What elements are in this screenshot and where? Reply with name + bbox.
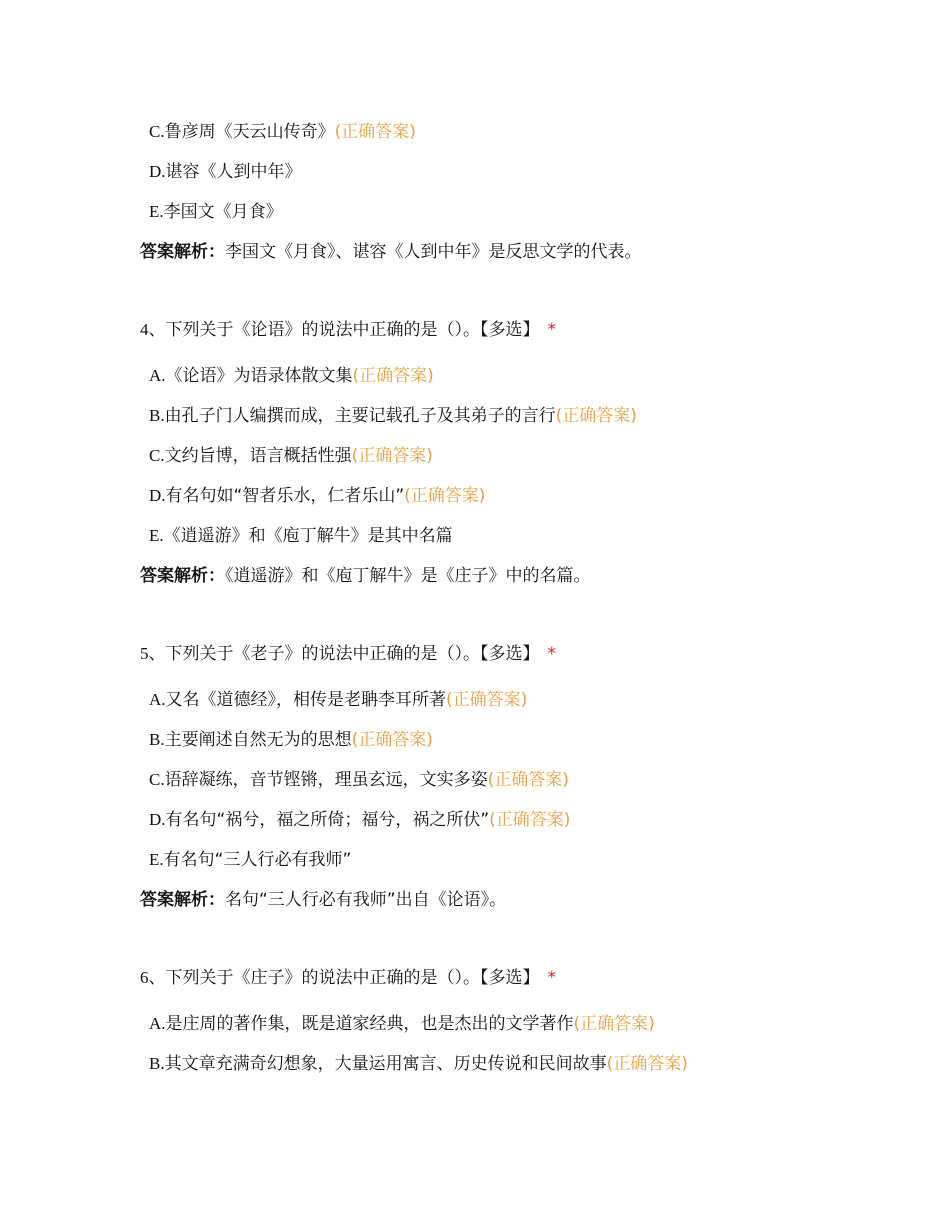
- option-c: [140, 760, 920, 800]
- option-text: 李国文《月食》: [163, 202, 283, 222]
- option-c: [140, 436, 920, 476]
- option-b: [140, 720, 920, 760]
- option-text: 又名《道德经》，相传是老聃李耳所著: [165, 690, 447, 710]
- answer-explanation: [140, 232, 920, 272]
- option-text: 《论语》为语录体散文集: [165, 366, 353, 386]
- option-a: [140, 1004, 920, 1044]
- option-a: [140, 680, 920, 720]
- option-letter: A.: [149, 690, 166, 709]
- question-title: [140, 958, 920, 998]
- answer-explanation: [140, 556, 920, 596]
- question-title: [140, 634, 920, 674]
- explanation-text: 名句“三人行必有我师”出自《论语》。: [225, 890, 507, 910]
- option-letter: D.: [149, 486, 166, 505]
- question-text: 、下列关于《庄子》的说法中正确的是（）。【多选】: [148, 968, 540, 988]
- question-text: 、下列关于《老子》的说法中正确的是（）。【多选】: [148, 644, 540, 664]
- option-letter: D.: [149, 810, 166, 829]
- option-text: 鲁彦周《天云山传奇》: [164, 122, 335, 142]
- quiz-page: [140, 112, 920, 1084]
- question-5: [140, 634, 920, 920]
- required-mark: *: [547, 644, 556, 664]
- option-e: [140, 840, 920, 880]
- option-letter: A.: [149, 1014, 166, 1033]
- option-d: [140, 152, 920, 192]
- option-text: 由孔子门人编撰而成，主要记载孔子及其弟子的言行: [164, 406, 556, 426]
- question-text: 、下列关于《论语》的说法中正确的是（）。【多选】: [148, 320, 540, 340]
- option-letter: E.: [149, 202, 164, 221]
- option-e: [140, 192, 920, 232]
- option-text: 《逍遥游》和《庖丁解牛》是其中名篇: [163, 526, 453, 546]
- option-text: 其文章充满奇幻想象，大量运用寓言、历史传说和民间故事: [164, 1054, 607, 1074]
- option-letter: B.: [149, 730, 165, 749]
- explanation-label: 答案解析：: [140, 242, 225, 262]
- correct-answer-tag: (正确答案): [334, 122, 416, 142]
- answer-explanation: [140, 880, 920, 920]
- option-b: [140, 396, 920, 436]
- question-number: 5: [140, 644, 149, 663]
- correct-answer-tag: (正确答案): [573, 1014, 655, 1034]
- correct-answer-tag: (正确答案): [487, 770, 569, 790]
- correct-answer-tag: (正确答案): [555, 406, 637, 426]
- option-a: [140, 356, 920, 396]
- correct-answer-tag: (正确答案): [352, 366, 434, 386]
- correct-answer-tag: (正确答案): [446, 690, 528, 710]
- question-4: [140, 310, 920, 596]
- option-letter: C.: [149, 446, 165, 465]
- question-title: [140, 310, 920, 350]
- question-number: 6: [140, 968, 149, 987]
- option-letter: C.: [149, 122, 165, 141]
- option-letter: B.: [149, 1054, 165, 1073]
- question-6: [140, 958, 920, 1084]
- option-text: 有名句“祸兮，福之所倚；福兮，祸之所伏”: [165, 810, 490, 830]
- option-letter: A.: [149, 366, 166, 385]
- option-text: 文约旨博，语言概括性强: [164, 446, 352, 466]
- option-text: 主要阐述自然无为的思想: [164, 730, 352, 750]
- option-c: [140, 112, 920, 152]
- option-text: 是庄周的著作集，既是道家经典，也是杰出的文学著作: [165, 1014, 574, 1034]
- option-letter: E.: [149, 526, 164, 545]
- question-number: 4: [140, 320, 149, 339]
- correct-answer-tag: (正确答案): [351, 446, 433, 466]
- explanation-text: 李国文《月食》、谌容《人到中年》是反思文学的代表。: [225, 242, 642, 262]
- required-mark: *: [547, 320, 556, 340]
- correct-answer-tag: (正确答案): [351, 730, 433, 750]
- option-d: [140, 800, 920, 840]
- option-text: 谌容《人到中年》: [165, 162, 302, 182]
- option-letter: C.: [149, 770, 165, 789]
- option-letter: E.: [149, 850, 164, 869]
- option-letter: B.: [149, 406, 165, 425]
- explanation-text: 《逍遥游》和《庖丁解牛》是《庄子》中的名篇。: [225, 566, 591, 586]
- explanation-label: 答案解析：: [140, 890, 225, 910]
- question-3-tail: [140, 112, 920, 272]
- option-letter: D.: [149, 162, 166, 181]
- correct-answer-tag: (正确答案): [404, 486, 486, 506]
- option-text: 有名句如“智者乐水，仁者乐山”: [165, 486, 405, 506]
- option-text: 语辞凝练，音节铿锵，理虽玄远，文实多姿: [164, 770, 488, 790]
- option-b: [140, 1044, 920, 1084]
- option-d: [140, 476, 920, 516]
- option-e: [140, 516, 920, 556]
- option-text: 有名句“三人行必有我师”: [163, 850, 352, 870]
- required-mark: *: [547, 968, 556, 988]
- correct-answer-tag: (正确答案): [489, 810, 571, 830]
- explanation-label: 答案解析：: [140, 566, 225, 586]
- correct-answer-tag: (正确答案): [606, 1054, 688, 1074]
